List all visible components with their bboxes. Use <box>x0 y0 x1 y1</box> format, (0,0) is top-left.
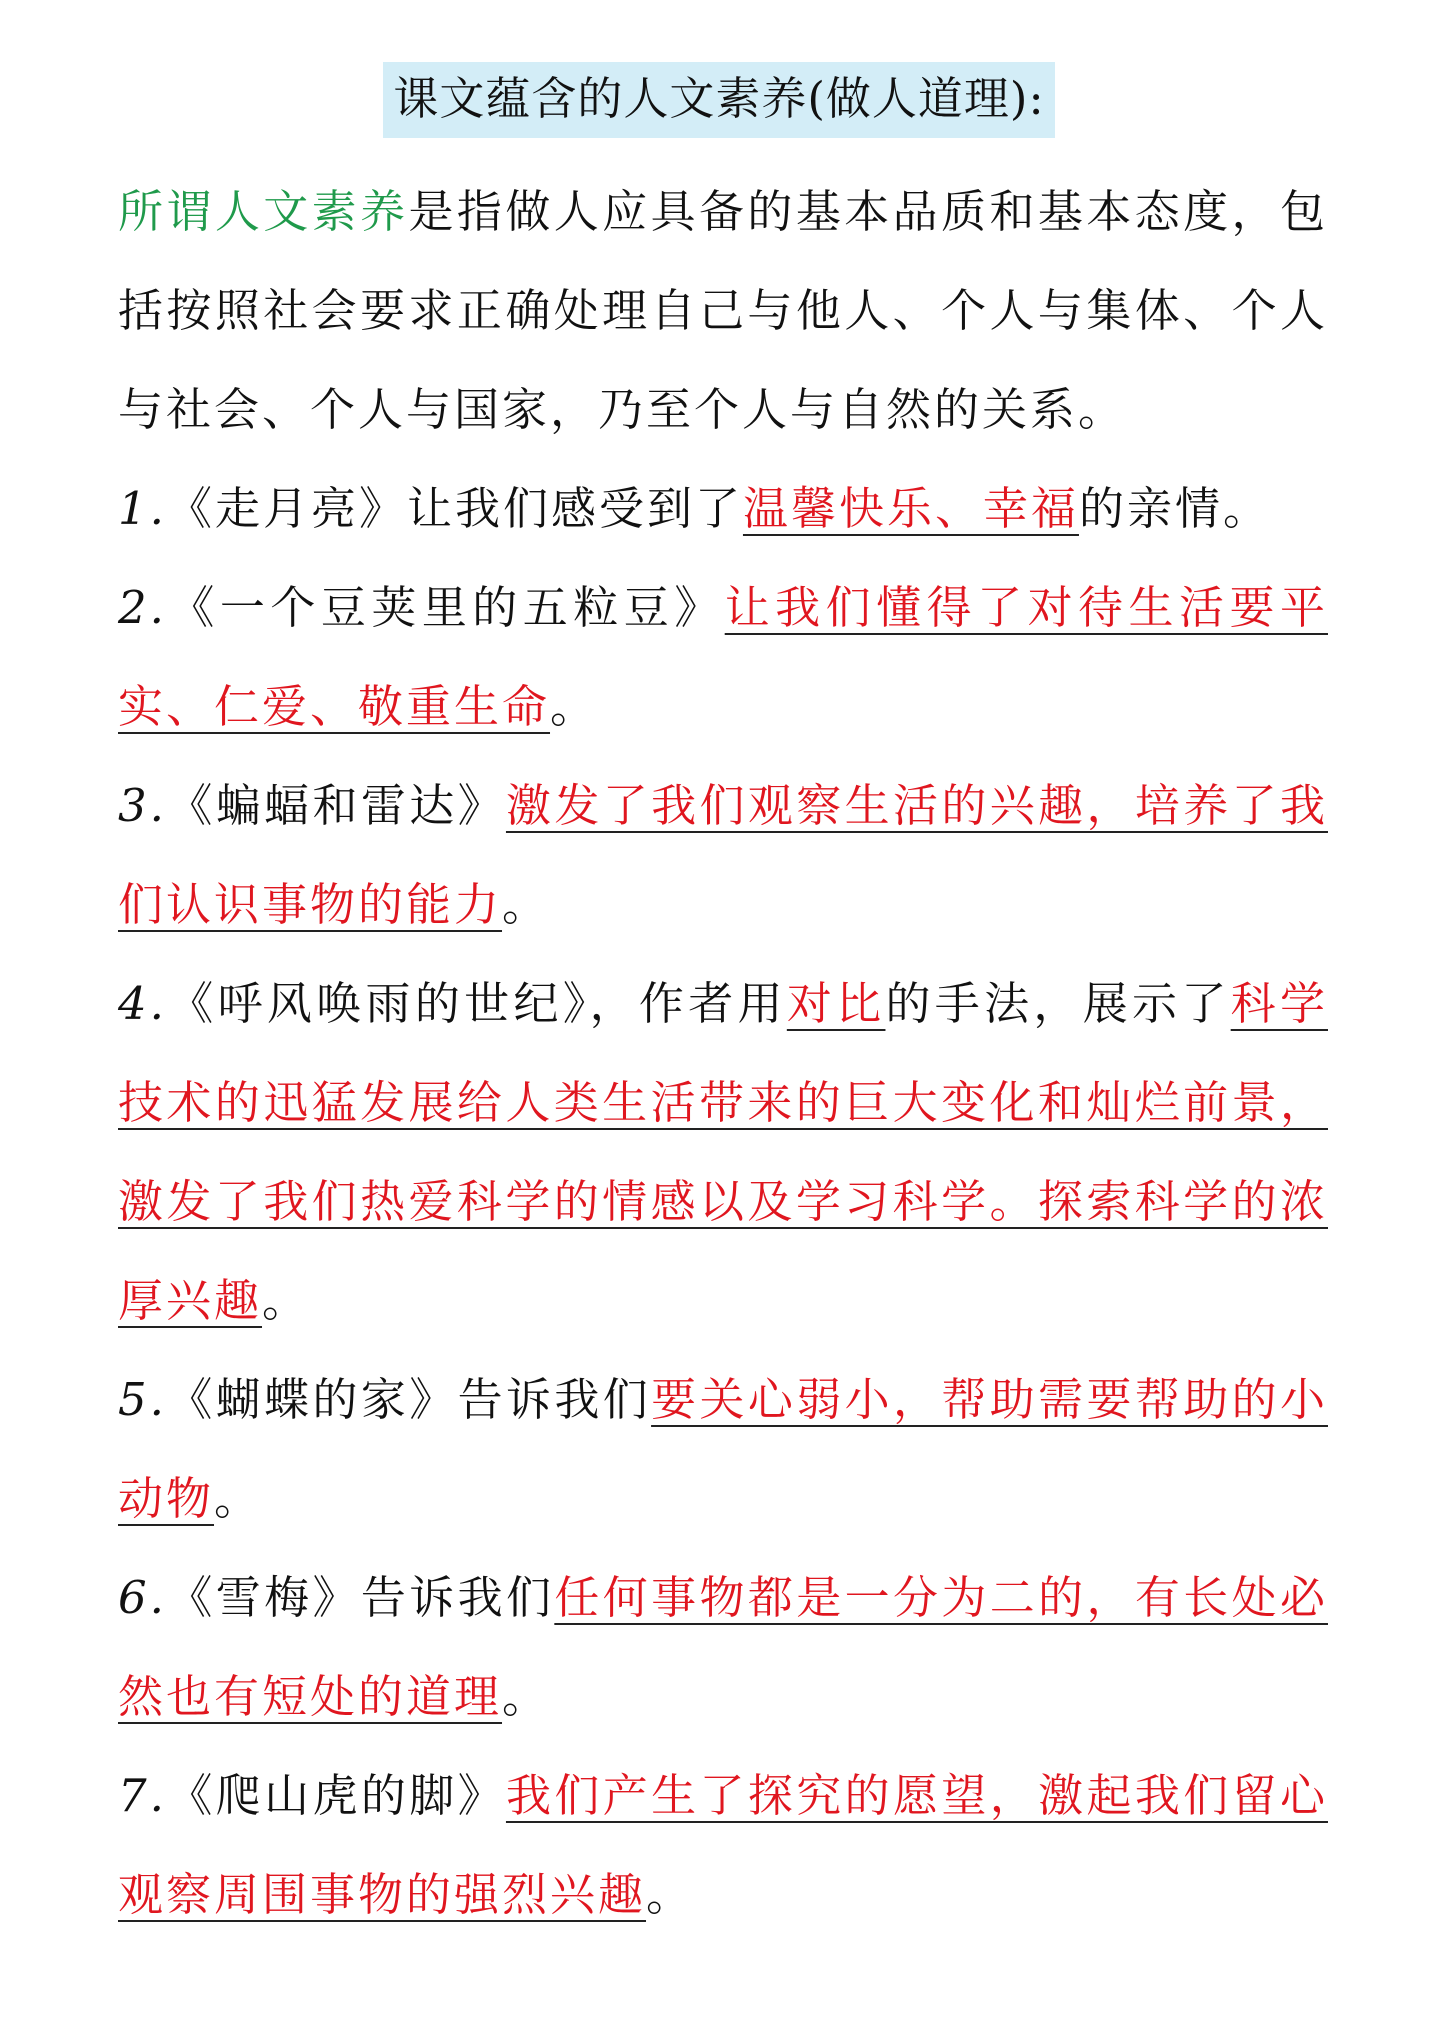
item-answer-2: 科学技术的迅猛发展给人类生活带来的巨大变化和灿烂前景，激发了我们热爱科学的情感以及学习科学。探索科学的浓厚兴趣 <box>118 977 1328 1327</box>
item-answer: 任何事物都是一分为二的，有长处必然也有短处的道理 <box>118 1571 1328 1723</box>
item-answer: 要关心弱小，帮助需要帮助的小动物 <box>118 1373 1328 1525</box>
item-suffix: 。 <box>502 1670 551 1723</box>
item-number: 3. <box>118 779 167 832</box>
intro-paragraph <box>118 162 1328 459</box>
item-middle: 的手法，展示了 <box>885 977 1231 1030</box>
intro-term: 所谓人文素养 <box>118 185 409 238</box>
item-suffix: 。 <box>646 1868 695 1921</box>
item-answer: 对比 <box>786 977 886 1030</box>
item-answer: 激发了我们观察生活的兴趣，培养了我们认识事物的能力 <box>118 779 1328 931</box>
item-number: 7. <box>118 1769 167 1822</box>
item-number: 5. <box>118 1373 167 1426</box>
item-suffix: 。 <box>262 1274 311 1327</box>
item-prefix: 《雪梅》告诉我们 <box>166 1571 555 1624</box>
item-prefix: 《走月亮》让我们感受到了 <box>166 482 743 535</box>
item-prefix: 《蝙蝠和雷达》 <box>166 779 506 832</box>
item-prefix: 《爬山虎的脚》 <box>166 1769 506 1822</box>
list-item-6 <box>118 1548 1328 1746</box>
item-suffix: 。 <box>502 878 551 931</box>
item-prefix: 《一个豆荚里的五粒豆》 <box>166 581 725 634</box>
item-number: 4. <box>118 977 167 1030</box>
item-suffix: 的亲情。 <box>1078 482 1271 535</box>
list-item-2 <box>118 558 1328 756</box>
item-answer: 让我们懂得了对待生活要平实、仁爱、敬重生命 <box>118 581 1328 733</box>
item-prefix: 《蝴蝶的家》告诉我们 <box>166 1373 652 1426</box>
intro-definition: 是指做人应具备的基本品质和基本态度，包括按照社会要求正确处理自己与他人、个人与集体、个人与社会、个人与国家，乃至个人与自然的关系。 <box>118 185 1328 436</box>
list-item-4 <box>118 954 1328 1350</box>
page-title: 课文蕴含的人文素养(做人道理): <box>383 62 1054 138</box>
list-item-1 <box>118 459 1328 558</box>
item-suffix: 。 <box>214 1472 263 1525</box>
item-prefix: 《呼风唤雨的世纪》，作者用 <box>166 977 787 1030</box>
title-area <box>0 62 1438 138</box>
item-answer: 温馨快乐、幸福 <box>742 482 1079 535</box>
item-suffix: 。 <box>550 680 599 733</box>
item-answer: 我们产生了探究的愿望，激起我们留心观察周围事物的强烈兴趣 <box>118 1769 1328 1921</box>
item-number: 6. <box>118 1571 167 1624</box>
list-item-5 <box>118 1350 1328 1548</box>
document-body <box>118 162 1328 1944</box>
item-number: 1. <box>118 482 167 535</box>
list-item-7 <box>118 1746 1328 1944</box>
list-item-3 <box>118 756 1328 954</box>
item-number: 2. <box>118 581 167 634</box>
